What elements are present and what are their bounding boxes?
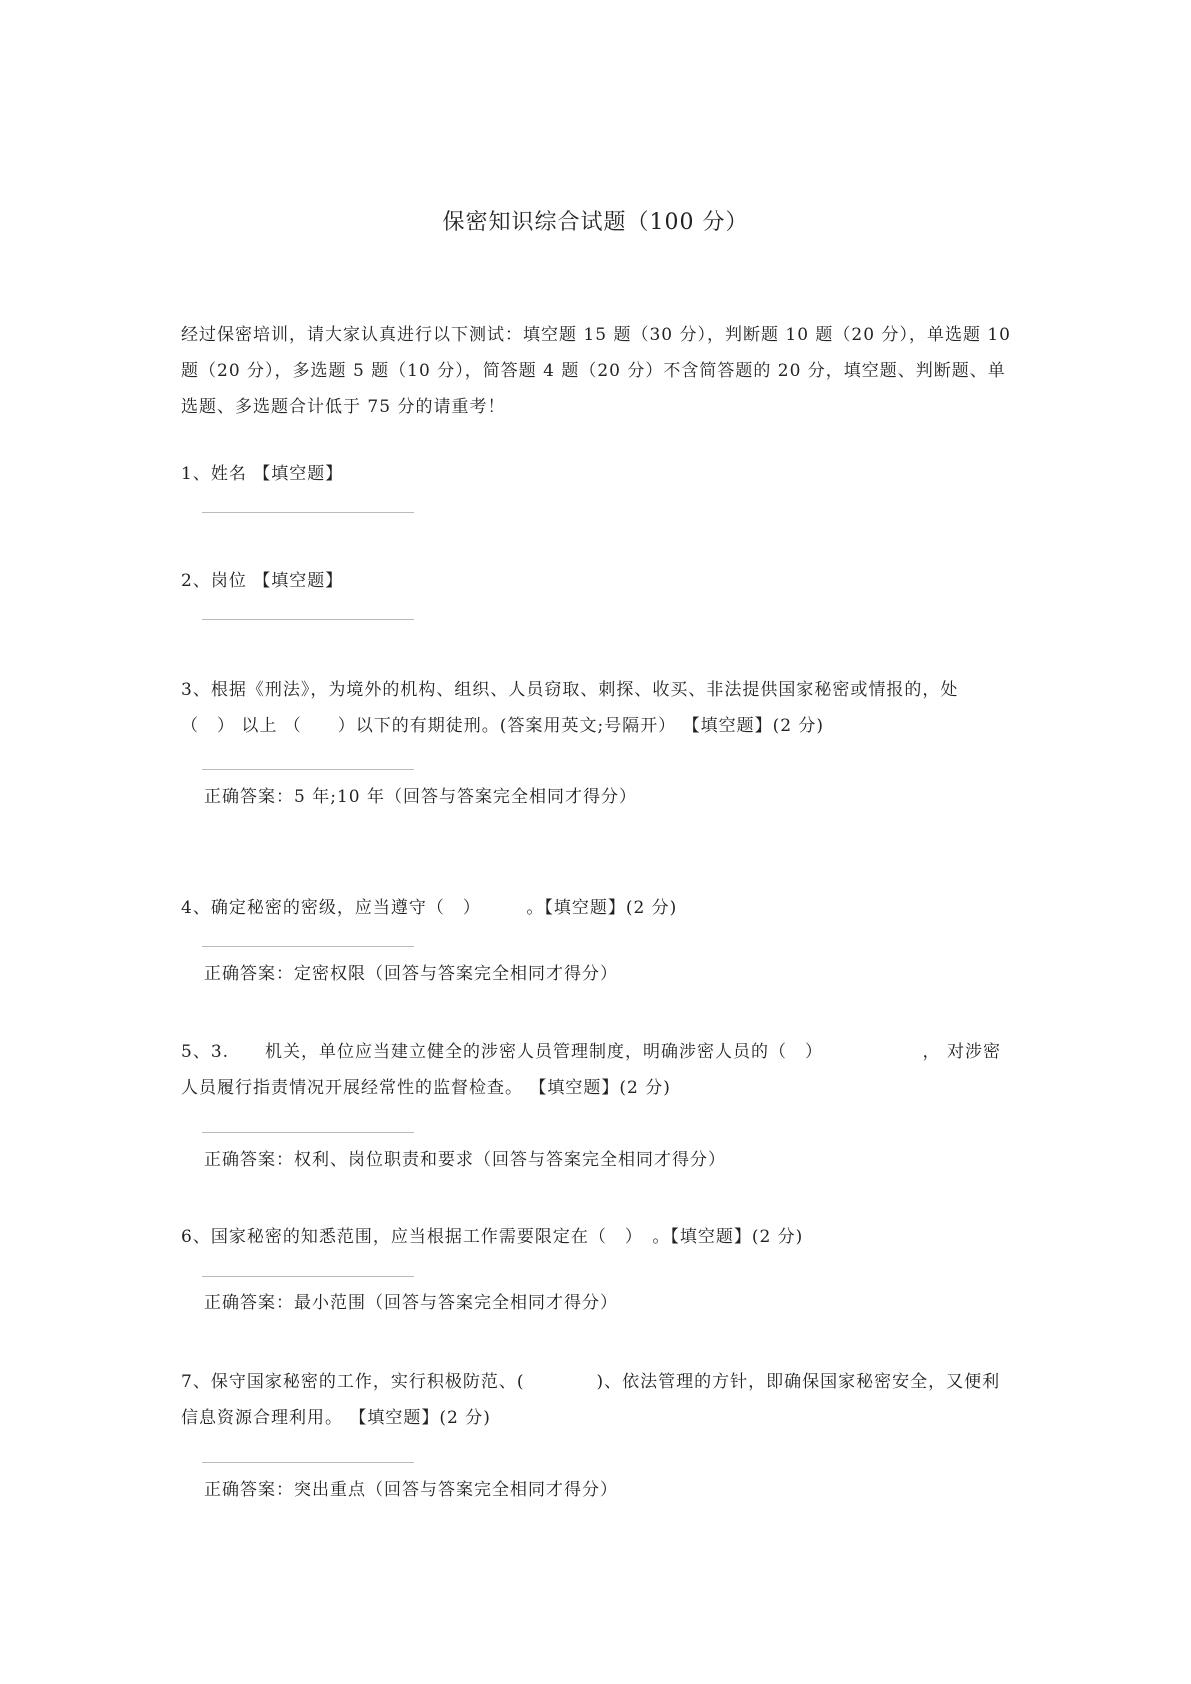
question-2 — [181, 563, 1011, 599]
correct-answer: 正确答案：定密权限（回答与答案完全相同才得分） — [204, 964, 618, 984]
question-5 — [181, 1034, 1011, 1170]
answer-blank-line[interactable] — [202, 619, 414, 620]
correct-answer: 正确答案：权利、岗位职责和要求（回答与答案完全相同才得分） — [204, 1150, 726, 1170]
answer-blank-line[interactable] — [202, 946, 414, 947]
correct-answer: 正确答案：突出重点（回答与答案完全相同才得分） — [204, 1480, 618, 1500]
correct-answer: 正确答案：最小范围（回答与答案完全相同才得分） — [204, 1293, 618, 1313]
question-text: 5、3. 机关，单位应当建立健全的涉密人员管理制度，明确涉密人员的（ ） ， 对涉密人员履行指责情况开展经常性的监督检查。 【填空题】(2 分) — [181, 1042, 1001, 1098]
question-text: 1、姓名 【填空题】 — [181, 464, 344, 484]
page-title: 保密知识综合试题（100 分） — [442, 210, 749, 235]
answer-blank-line[interactable] — [202, 1276, 414, 1277]
question-text: 3、根据《刑法》，为境外的机构、组织、人员窃取、刺探、收买、非法提供国家秘密或情报的，处 （ ） 以上 （ ）以下的有期徒刑。(答案用英文;号隔开） 【填空题】(2 分) — [181, 680, 959, 736]
question-text: 4、确定秘密的密级，应当遵守（ ） 。【填空题】(2 分) — [181, 898, 678, 918]
answer-blank-line[interactable] — [202, 1132, 414, 1133]
question-3 — [181, 672, 1011, 807]
question-text: 6、国家秘密的知悉范围，应当根据工作需要限定在（ ） 。【填空题】(2 分) — [181, 1227, 804, 1247]
question-7 — [181, 1364, 1011, 1500]
question-text: 7、保守国家秘密的工作，实行积极防范、( )、依法管理的方针，即确保国家秘密安全，又便利信息资源合理利用。 【填空题】(2 分) — [181, 1372, 1001, 1428]
question-1 — [181, 456, 1011, 492]
intro-paragraph: 经过保密培训，请大家认真进行以下测试：填空题 15 题（30 分），判断题 10 题（20 分），单选题 10 题（20 分），多选题 5 题（10 分），简答题 4 题（20 分）不含简答题的 20 分，填空题、判断题、单选题、多选题合计低于 75 分的请重考！ — [181, 325, 1011, 417]
correct-answer: 正确答案：5 年;10 年（回答与答案完全相同才得分） — [204, 787, 637, 807]
answer-blank-line[interactable] — [202, 512, 414, 513]
question-6 — [181, 1219, 1011, 1313]
question-4 — [181, 890, 1011, 984]
question-text: 2、岗位 【填空题】 — [181, 571, 344, 591]
answer-blank-line[interactable] — [202, 1462, 414, 1463]
answer-blank-line[interactable] — [202, 769, 414, 770]
